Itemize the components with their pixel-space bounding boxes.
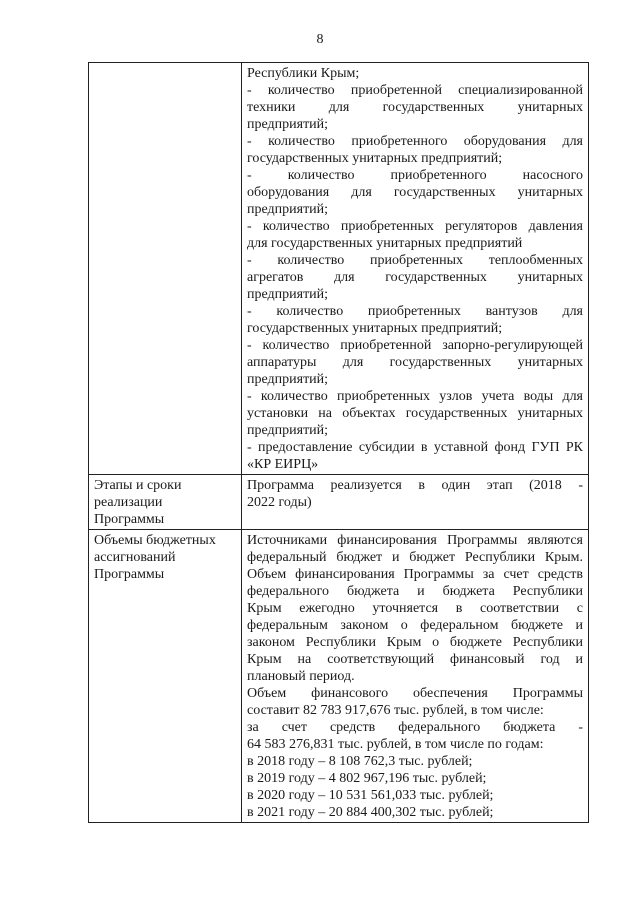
text-line: федеральный бюджет и бюджет Республики Крым. — [247, 550, 583, 565]
table-body — [89, 63, 589, 823]
text-line: техники для государственных унитарных — [247, 100, 583, 115]
text-line: Объем финансового обеспечения Программы — [247, 686, 583, 701]
text-line: предприятий; — [247, 423, 329, 438]
row-label-cell: Объемы бюджетных ассигнований Программы — [89, 530, 242, 823]
text-line: установки на объектах государственных унитарных — [247, 406, 583, 421]
text-line: предприятий; — [247, 287, 329, 302]
text-line: аппаратуры для государственных унитарных — [247, 355, 583, 370]
text-line: федерального бюджета и бюджета Республики — [247, 584, 583, 599]
text-line: плановый период. — [247, 669, 355, 684]
text-line: Крым на соответствующий финансовый год и — [247, 652, 583, 667]
row-label-cell — [89, 63, 242, 475]
text-line: - количество приобретенных вантузов для — [247, 304, 583, 319]
text-line: в 2020 году – 10 531 561,033 тыс. рублей; — [247, 788, 494, 803]
text-line: Источниками финансирования Программы являются — [247, 533, 583, 548]
text-line: предприятий; — [247, 117, 329, 132]
text-line: - предоставление субсидии в уставной фонд ГУП РК — [247, 440, 583, 455]
text-line: 64 583 276,831 тыс. рублей, в том числе по годам: — [247, 737, 544, 752]
table-row — [89, 475, 589, 530]
row-label-cell: Этапы и сроки реализации Программы — [89, 475, 242, 530]
text-line: 2022 годы) — [247, 495, 312, 510]
text-line: предприятий; — [247, 202, 329, 217]
text-line: Объем финансирования Программы за счет средств — [247, 567, 583, 582]
text-line: для государственных унитарных предприятий — [247, 236, 523, 251]
text-line: Крым ежегодно уточняется в соответствии с — [247, 601, 583, 616]
text-line: оборудования для государственных унитарных — [247, 185, 583, 200]
text-line: в 2018 году – 8 108 762,3 тыс. рублей; — [247, 754, 473, 769]
row-content-cell — [242, 63, 589, 475]
text-line: - количество приобретенной запорно-регулирующей — [247, 338, 583, 353]
text-line: федеральным законом о федеральном бюджете и — [247, 618, 583, 633]
text-line: в 2021 году – 20 884 400,302 тыс. рублей; — [247, 805, 494, 820]
text-line: Республики Крым; — [247, 66, 360, 81]
text-line: - количество приобретенных регуляторов давления — [247, 219, 583, 234]
text-line: предприятий; — [247, 372, 329, 387]
text-line: составит 82 783 917,676 тыс. рублей, в том числе: — [247, 703, 544, 718]
text-line: за счет средств федерального бюджета - — [247, 720, 583, 735]
text-line: - количество приобретенных теплообменных — [247, 253, 583, 268]
text-line: агрегатов для государственных унитарных — [247, 270, 583, 285]
table-row — [89, 530, 589, 823]
text-line: - количество приобретенного оборудования для — [247, 134, 583, 149]
text-line: государственных унитарных предприятий; — [247, 321, 503, 336]
row-content-cell — [242, 530, 589, 823]
text-line: «КР ЕИРЦ» — [247, 457, 319, 472]
text-line: в 2019 году – 4 802 967,196 тыс. рублей; — [247, 771, 487, 786]
text-line: - количество приобретенной специализированной — [247, 83, 583, 98]
row-content-cell — [242, 475, 589, 530]
program-passport-table — [88, 62, 589, 823]
table-row — [89, 63, 589, 475]
page-number: 8 — [316, 32, 324, 47]
text-line: - количество приобретенного насосного — [247, 168, 583, 183]
text-line: - количество приобретенных узлов учета воды для — [247, 389, 583, 404]
text-line: государственных унитарных предприятий; — [247, 151, 503, 166]
text-line: Программа реализуется в один этап (2018 - — [247, 478, 583, 493]
text-line: законом Республики Крым о бюджете Республики — [247, 635, 583, 650]
